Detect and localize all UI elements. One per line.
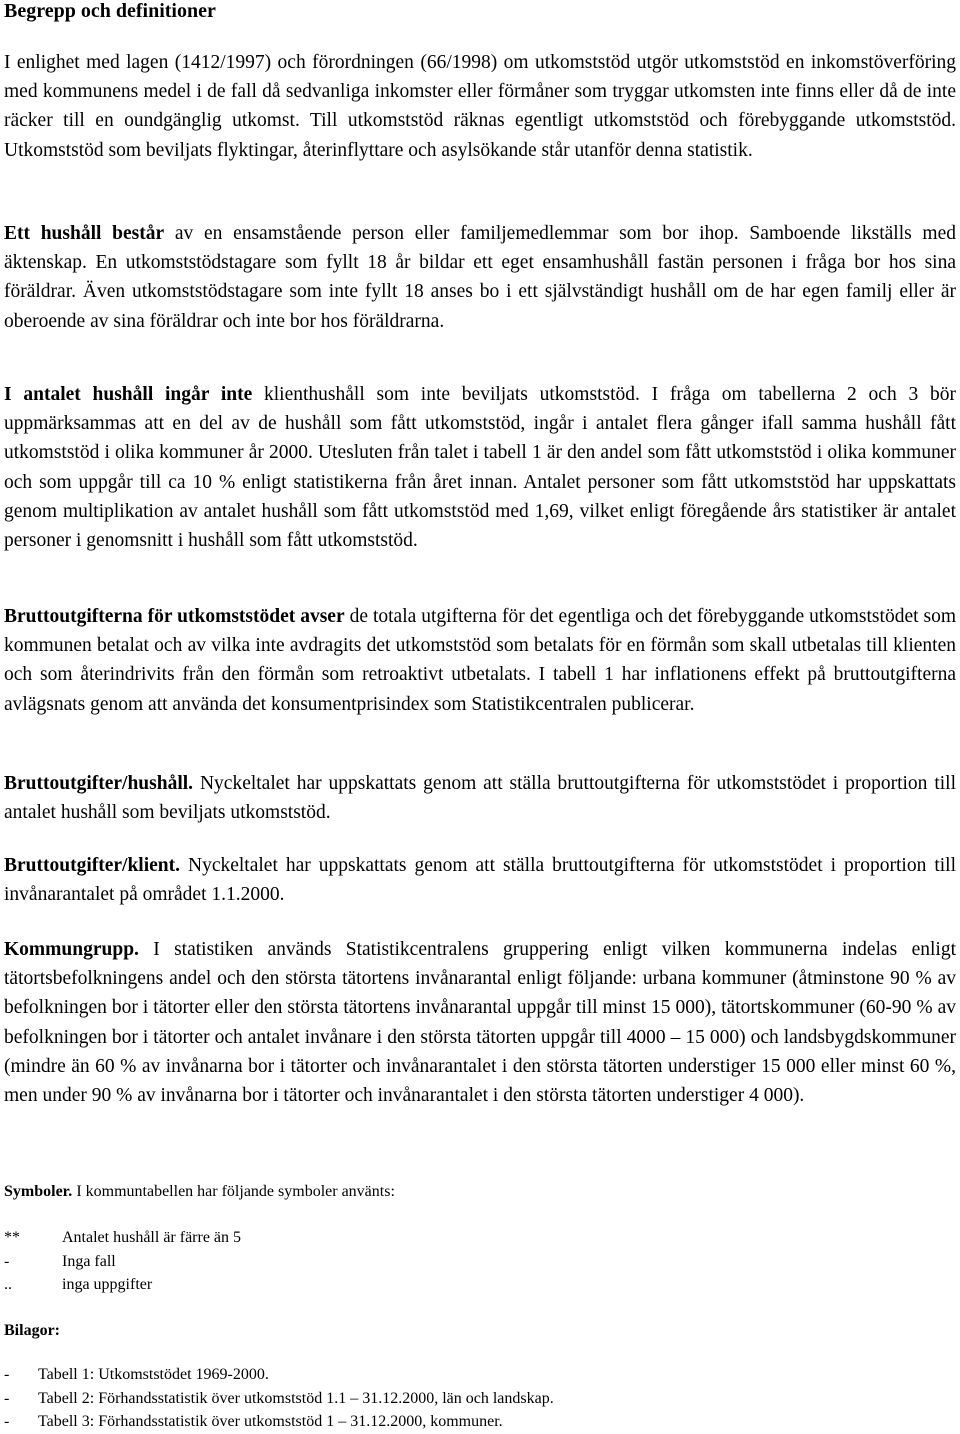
appendix-heading: Bilagor: xyxy=(4,1322,60,1339)
paragraph-expenditure-per-household xyxy=(4,769,956,827)
symbol-key: .. xyxy=(4,1276,12,1293)
appendix-list xyxy=(4,1363,554,1434)
paragraph-text: Nyckeltalet har uppskattats genom att ställa bruttoutgifterna för utkomststödet i proportion till invånarantalet på området 1.1.2000. xyxy=(4,855,956,906)
list-item xyxy=(4,1250,241,1274)
paragraph-text: av en ensamstående person eller familjemedlemmar som bor ihop. Samboende likställs med äktenskap. En utkomststödstagare som fyllt 18 år bildar ett eget ensamhushåll fastän personen i fråga bor hos sina föräldrar. Även utkomststödstagare som inte fyllt 18 anses bo i ett självständigt hushåll om de har egen familj eller är oberoende av sina föräldrar och inte bor hos föräldrarna. xyxy=(4,223,956,332)
symbols-intro xyxy=(4,1181,395,1203)
paragraph-municipality-group xyxy=(4,935,956,1110)
term: Ett hushåll består xyxy=(4,223,165,244)
term: Kommungrupp. xyxy=(4,939,139,960)
term: Symboler. xyxy=(4,1183,73,1200)
paragraph-text: I kommuntabellen har följande symboler använts: xyxy=(72,1183,395,1200)
term: Bruttoutgifterna för utkomststödet avser xyxy=(4,606,345,627)
symbol-label: Antalet hushåll är färre än 5 xyxy=(62,1229,242,1246)
list-dash: - xyxy=(4,1366,10,1383)
paragraph-expenditure-per-client xyxy=(4,851,956,909)
paragraph-text: klienthushåll som inte beviljats utkomststöd. I fråga om tabellerna 2 och 3 bör uppmärksammas att en del av de hushåll som fått utkomststöd, ingår i antalet flera gånger ifall samma hushåll fått utkomststöd i olika kommuner år 2000. Utesluten från talet i tabell 1 är den andel som fått utkomststöd i olika kommuner och som uppgår till ca 10 % enligt statistikerna från året innan. Antalet personer som fått utkomststöd har uppskattats genom multiplikation av antalet hushåll som fått utkomststöd med 1,69, vilket enligt föregående års statistiker är antalet personer i genomsnitt i hushåll som fått utkomststöd. xyxy=(4,384,956,552)
symbol-label: inga uppgifter xyxy=(62,1276,153,1293)
term: I antalet hushåll ingår inte xyxy=(4,384,253,405)
list-item xyxy=(4,1387,554,1411)
paragraph-excluded-households xyxy=(4,380,956,555)
list-item xyxy=(4,1410,554,1434)
list-item xyxy=(4,1273,241,1297)
symbol-key: ** xyxy=(4,1229,20,1246)
symbols-list xyxy=(4,1226,241,1297)
page-title: Begrepp och definitioner xyxy=(4,0,216,22)
paragraph-text: de totala utgifterna för det egentliga och det förebyggande utkomststödet som kommunen betalat och av vilka inte avdragits det utkomststöd som betalats för en förmån som skall utbetalas till klienten och som återindrivits från den förmån som retroaktivt utbetalats. I tabell 1 har inflationens effekt på bruttoutgifterna avlägsnats genom att använda det konsumentprisindex som Statistikcentralen publicerar. xyxy=(4,606,956,715)
list-dash: - xyxy=(4,1413,10,1430)
symbol-key: - xyxy=(4,1252,10,1270)
symbol-label: Inga fall xyxy=(62,1252,116,1270)
appendix-label: Tabell 2: Förhandsstatistik över utkomststöd 1.1 – 31.12.2000, län och landskap. xyxy=(38,1389,554,1407)
list-item xyxy=(4,1363,554,1387)
term: Bruttoutgifter/hushåll. xyxy=(4,773,194,794)
paragraph-gross-expenditure xyxy=(4,602,956,719)
paragraph-text: Nyckeltalet har uppskattats genom att ställa bruttoutgifterna för utkomststödet i proportion till antalet hushåll som beviljats utkomststöd. xyxy=(4,773,956,824)
paragraph-text: I statistiken används Statistikcentralens gruppering enligt vilken kommunerna indelas enligt tätortsbefolkningens andel och den största tätortens invånarantal enligt följande: urbana kommuner (åtminstone 90 % av befolkningen bor i tätorter eller den största tätortens invånarantal uppgår till minst 15 000), tätortskommuner (60-90 % av befolkningen bor i tätorter och antalet invånare i den största tätorten uppgår till 4000 – 15 000) och landsbygdskommuner (mindre än 60 % av invånarna bor i tätorter och invånarantalet i den största tätorten understiger 15 000 eller minst 60 %, men under 90 % av invånarna bor i tätorter och invånarantalet i den största tätorten understiger 4 000). xyxy=(4,939,956,1107)
appendix-label: Tabell 3: Förhandsstatistik över utkomststöd 1 – 31.12.2000, kommuner. xyxy=(38,1413,503,1430)
paragraph-definition xyxy=(4,48,956,165)
appendix-label: Tabell 1: Utkomststödet 1969-2000. xyxy=(38,1366,269,1383)
list-item xyxy=(4,1226,241,1250)
term: Bruttoutgifter/klient. xyxy=(4,855,181,876)
list-dash: - xyxy=(4,1389,10,1407)
paragraph-text: I enlighet med lagen (1412/1997) och förordningen (66/1998) om utkomststöd utgör utkomststöd en inkomstöverföring med kommunens medel i de fall då sedvanliga inkomster eller förmåner som tryggar utkomsten inte finns eller då de inte räcker till en oundgänglig utkomst. Till utkomststöd räknas egentligt utkomststöd och förebyggande utkomststöd. Utkomststöd som beviljats flyktingar, återinflyttare och asylsökande står utanför denna statistik. xyxy=(4,52,956,161)
paragraph-household xyxy=(4,219,956,336)
